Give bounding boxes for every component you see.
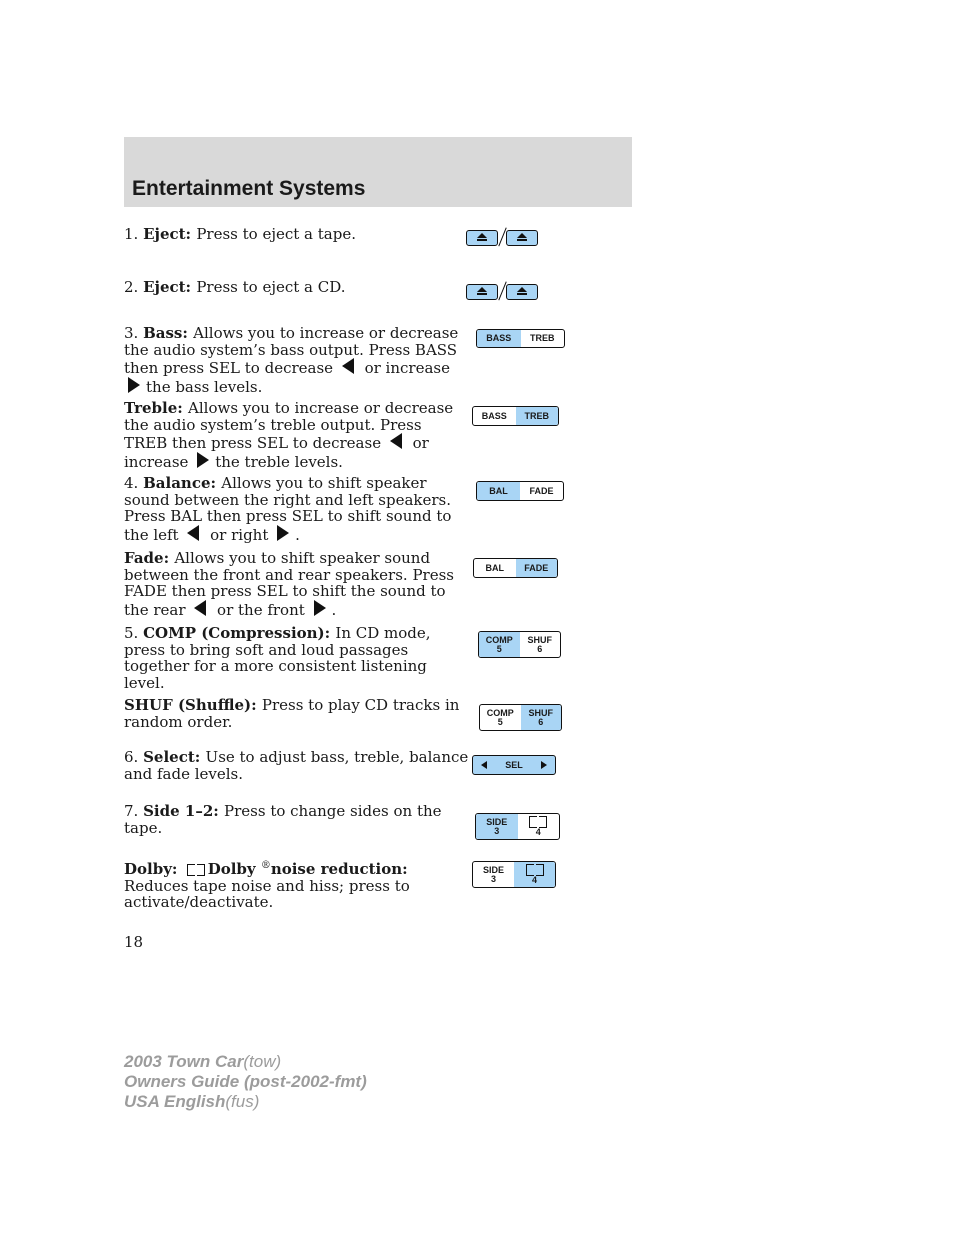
- left-arrow-icon: [194, 600, 206, 616]
- left-arrow-icon: [390, 433, 402, 449]
- eject-icon[interactable]: [466, 230, 498, 246]
- item-dolby: Dolby: Dolby ®noise reduction: Reduces tape noise and hiss; press to activate/deactivate.: [124, 860, 410, 911]
- right-arrow-icon: [314, 600, 326, 616]
- section-header-band: [124, 137, 632, 207]
- bal-button[interactable]: BAL: [485, 562, 504, 573]
- bal-fade-control: [473, 558, 558, 578]
- right-arrow-icon: [277, 525, 289, 541]
- side-dolby-control: [475, 813, 560, 840]
- eject-cd-control: [466, 284, 540, 302]
- eject-icon[interactable]: [506, 284, 538, 300]
- item-shuf: SHUF (Shuffle): Press to play CD tracks in random order.: [124, 696, 460, 731]
- right-arrow-icon: [197, 452, 209, 468]
- item-balance: 4. Balance: Allows you to shift speaker sound between the right and left speakers. Press BAL then press SEL to shift sound to the left or right .: [124, 474, 452, 544]
- dolby-icon: [526, 864, 544, 876]
- fade-button[interactable]: FADE: [529, 485, 554, 496]
- treb-button[interactable]: TREB: [530, 333, 555, 343]
- item-comp: 5. COMP (Compression): In CD mode, press to bring soft and loud passages together for a more consistent listening level.: [124, 624, 431, 692]
- page-number: 18: [124, 933, 144, 951]
- dolby-icon: [187, 864, 205, 876]
- item-side: 7. Side 1–2: Press to change sides on the tape.: [124, 802, 442, 837]
- fade-button[interactable]: FADE: [516, 559, 558, 577]
- left-arrow-icon: [187, 525, 199, 541]
- document-footer: 2003 Town Car(tow) Owners Guide (post-2002-fmt) USA English(fus): [124, 1052, 367, 1111]
- comp-button[interactable]: COMP 5: [479, 632, 520, 657]
- side-button[interactable]: SIDE 3: [482, 864, 504, 884]
- select-control: [472, 755, 556, 775]
- shuf-button[interactable]: SHUF 6: [527, 634, 552, 654]
- dolby-icon: [529, 816, 547, 828]
- left-arrow-icon: [342, 358, 354, 374]
- bal-fade-control: [476, 481, 564, 501]
- shuf-button[interactable]: SHUF 6: [521, 705, 562, 730]
- item-select: 6. Select: Use to adjust bass, treble, balance and fade levels.: [124, 748, 469, 783]
- eject-tape-control: [466, 230, 540, 248]
- section-title: Entertainment Systems: [132, 177, 366, 200]
- select-left-icon[interactable]: [473, 756, 495, 774]
- item-eject-cd: 2. Eject: Press to eject a CD.: [124, 278, 346, 296]
- sel-button[interactable]: SEL: [505, 759, 523, 770]
- comp-button[interactable]: COMP 5: [486, 707, 514, 727]
- item-eject-tape: 1. Eject: Press to eject a tape.: [124, 225, 356, 243]
- right-arrow-icon: [128, 377, 140, 393]
- comp-shuf-control: [478, 631, 561, 658]
- dolby-button[interactable]: 4: [514, 862, 555, 887]
- treb-button[interactable]: TREB: [516, 407, 559, 425]
- item-bass: 3. Bass: Allows you to increase or decrease the audio system’s bass output. Press BASS then press SEL to decrease or increase the bass levels.: [124, 324, 459, 396]
- bass-treb-control: [472, 406, 559, 426]
- bass-button[interactable]: BASS: [477, 330, 521, 347]
- dolby-button[interactable]: 4: [518, 814, 560, 839]
- side-dolby-control: [472, 861, 556, 888]
- side-button[interactable]: SIDE 3: [476, 814, 518, 839]
- item-fade: Fade: Allows you to shift speaker sound between the front and rear speakers. Press FADE then press SEL to shift the sound to the rear or the front .: [124, 549, 454, 619]
- eject-icon[interactable]: [506, 230, 538, 246]
- bal-button[interactable]: BAL: [477, 482, 520, 500]
- select-right-icon[interactable]: [533, 756, 555, 774]
- bass-button[interactable]: BASS: [481, 410, 507, 421]
- bass-treb-control: [476, 329, 565, 348]
- item-treble: Treble: Allows you to increase or decrease the audio system’s treble output. Press TREB then press SEL to decrease or increase the treble levels.: [124, 399, 454, 471]
- eject-icon[interactable]: [466, 284, 498, 300]
- comp-shuf-control: [479, 704, 562, 731]
